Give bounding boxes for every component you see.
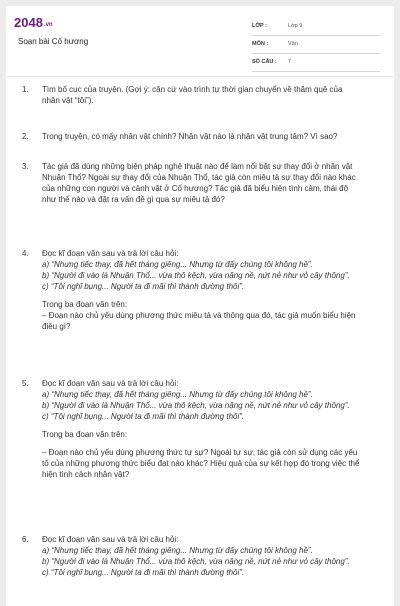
question-text: Trong truyện, có mấy nhân vật chính? Nhân vật nào là nhân vật trung tâm? Vì sao? bbox=[42, 132, 338, 141]
quote-c: c) “Tôi nghĩ bụng... Người ta đi mãi thì thành đường thôi”. bbox=[42, 282, 245, 291]
logo-text: 2048 bbox=[14, 15, 43, 30]
question-number: 1. bbox=[22, 85, 29, 94]
meta-key: MÔN : bbox=[252, 41, 269, 47]
question-6 bbox=[22, 534, 362, 578]
question-text: Đọc kĩ đoạn văn sau và trả lời câu hỏi: bbox=[42, 249, 179, 258]
meta-row-class bbox=[252, 19, 380, 36]
meta-row-subject bbox=[252, 37, 380, 54]
question-number: 4. bbox=[22, 249, 29, 258]
quote-b: b) “Người đi vào là Nhuận Thổ... vừa thô kệch, vừa nặng nề, nứt nẻ như vỏ cây thông”. bbox=[42, 557, 350, 566]
question-1 bbox=[22, 84, 362, 106]
quote-b: b) “Người đi vào là Nhuận Thổ... vừa thô kệch, vừa nặng nề, nứt nẻ như vỏ cây thông”. bbox=[42, 401, 350, 410]
document-page bbox=[6, 6, 394, 606]
question-number: 6. bbox=[22, 535, 29, 544]
question-intro: Trong ba đoạn văn trên: bbox=[42, 300, 128, 309]
meta-row-count bbox=[252, 55, 380, 72]
question-number: 2. bbox=[22, 132, 29, 141]
question-ask: – Đoạn nào chủ yếu dùng phương thức tự sự? Ngoài tự sự, tác giả còn sử dụng các yếu tố của những phương thức biểu đạt nào khác? Hiệu quả của sự kết hợp đó trong việc thể hiện tình cảch nhân vật? bbox=[42, 448, 360, 479]
quote-a: a) “Nhưng tiếc thay, đã hết tháng giêng... Nhưng từ đấy chúng tôi không hề”. bbox=[42, 390, 313, 399]
question-number: 5. bbox=[22, 379, 29, 388]
question-text: Tìm bố cục của truyện. (Gợi ý: căn cứ vào trình tự thời gian chuyển về thăm quê của nhân vật “tôi”). bbox=[42, 85, 343, 105]
meta-value: 7 bbox=[288, 59, 292, 65]
quote-a: a) “Nhưng tiếc thay, đã hết tháng giêng... Nhưng từ đấy chúng tôi không hề”. bbox=[42, 260, 313, 269]
question-intro: Trong ba đoạn văn trên: bbox=[42, 430, 128, 439]
question-number: 3. bbox=[22, 162, 29, 171]
question-3 bbox=[22, 161, 362, 205]
question-ask: – Đoạn nào chủ yếu dùng phương thức miêu tả và thông qua đó, tác giả muốn biểu hiện điều gì? bbox=[42, 311, 356, 331]
question-text: Tác giả đã dùng những biện pháp nghệ thuật nào để làm nổi bật sự thay đổi ở nhân vật Nhuận Thổ? Ngoài sự thay đổi của Nhuận Thổ, tác giả còn miêu tả sự thay đổi nào khác của những con người và cảnh vật ở Cố hương? Tác giả đã biểu hiện tình cảm, thái độ như thế nào và đặt ra vấn đề gì qua sự miêu tả đó? bbox=[42, 162, 356, 204]
doc-title: Soạn bài Cố hương bbox=[18, 37, 89, 46]
divider bbox=[6, 76, 394, 77]
question-2 bbox=[22, 131, 362, 142]
quote-b: b) “Người đi vào là Nhuận Thổ... vừa thô kệch, vừa nặng nề, nứt nẻ như vỏ cây thông”. bbox=[42, 271, 350, 280]
logo-suffix: .vn bbox=[43, 22, 53, 28]
meta-value: Lớp 9 bbox=[288, 23, 303, 29]
quote-c: c) “Tôi nghĩ bụng... Người ta đi mãi thì thành đường thôi”. bbox=[42, 568, 245, 577]
question-4 bbox=[22, 248, 362, 332]
quote-a: a) “Nhưng tiếc thay, đã hết tháng giêng... Nhưng từ đấy chúng tôi không hề”. bbox=[42, 546, 313, 555]
site-logo[interactable] bbox=[14, 15, 53, 30]
meta-key: SỐ CÂU : bbox=[252, 59, 277, 65]
question-text: Đọc kĩ đoạn văn sau và trả lời câu hỏi: bbox=[42, 535, 179, 544]
header bbox=[6, 6, 394, 66]
meta-box bbox=[252, 19, 380, 73]
quote-c: c) “Tôi nghĩ bụng... Người ta đi mãi thì thành đường thôi”. bbox=[42, 412, 245, 421]
question-text: Đọc kĩ đoạn văn sau và trả lời câu hỏi: bbox=[42, 379, 179, 388]
meta-key: LỚP : bbox=[252, 23, 267, 29]
question-5 bbox=[22, 378, 362, 480]
meta-value: Văn bbox=[288, 41, 298, 47]
